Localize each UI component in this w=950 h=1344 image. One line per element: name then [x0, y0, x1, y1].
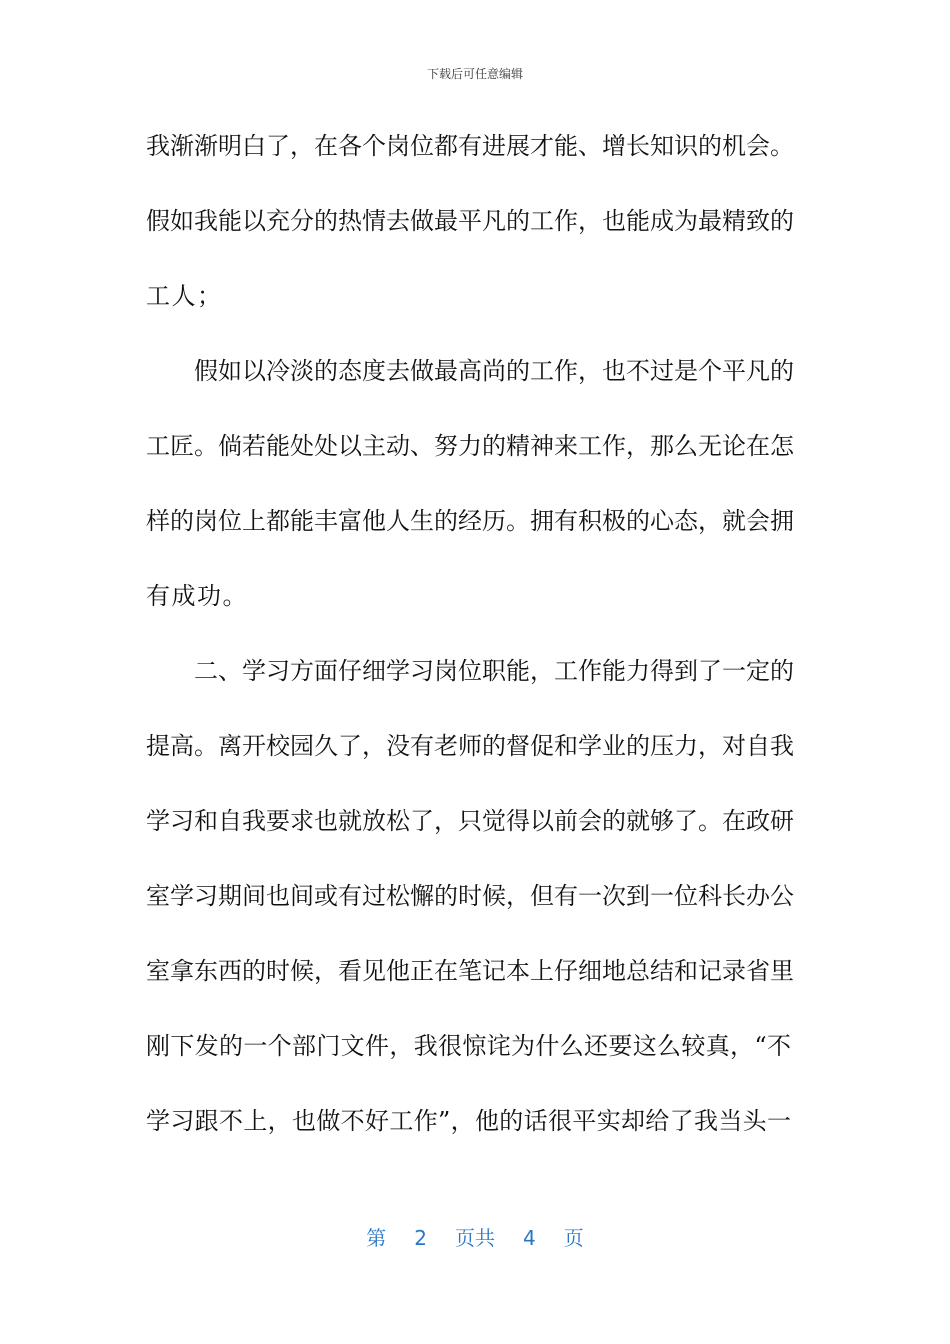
paragraph-first-line: 二、学习方面仔细学习岗位职能，工作能力得到了一定的: [194, 657, 794, 685]
text-line: 室学习期间也间或有过松懈的时候，但有一次到一位科长办公: [146, 882, 794, 910]
text-line: 有成功。: [146, 582, 248, 610]
text-line: 工人；: [146, 282, 223, 310]
page-footer: [0, 1224, 950, 1252]
total-page-count: 4: [523, 1226, 536, 1250]
text-line: 学习和自我要求也就放松了，只觉得以前会的就够了。在政研: [146, 807, 794, 835]
text-line: 假如我能以充分的热情去做最平凡的工作，也能成为最精致的: [146, 207, 794, 235]
footer-suffix: 页: [563, 1226, 584, 1250]
footer-prefix: 第: [366, 1226, 387, 1250]
page-header: 下载后可任意编辑: [426, 67, 523, 81]
text-line: 学习跟不上，也做不好工作”，他的话很平实却给了我当头一: [146, 1107, 791, 1135]
current-page-number: 2: [414, 1226, 427, 1250]
text-line: 提高。离开校园久了，没有老师的督促和学业的压力，对自我: [146, 732, 794, 760]
text-line: 我渐渐明白了，在各个岗位都有进展才能、增长知识的机会。: [146, 132, 794, 160]
document-body: [146, 126, 794, 1176]
footer-middle: 页共: [455, 1226, 495, 1250]
paragraph-first-line: 假如以冷淡的态度去做最高尚的工作，也不过是个平凡的: [194, 357, 794, 385]
text-line: 工匠。倘若能处处以主动、努力的精神来工作，那么无论在怎: [146, 432, 794, 460]
text-line: 刚下发的一个部门文件，我很惊诧为什么还要这么较真，“不: [146, 1032, 791, 1060]
text-line: 室拿东西的时候，看见他正在笔记本上仔细地总结和记录省里: [146, 957, 794, 985]
text-line: 样的岗位上都能丰富他人生的经历。拥有积极的心态，就会拥: [146, 507, 794, 535]
